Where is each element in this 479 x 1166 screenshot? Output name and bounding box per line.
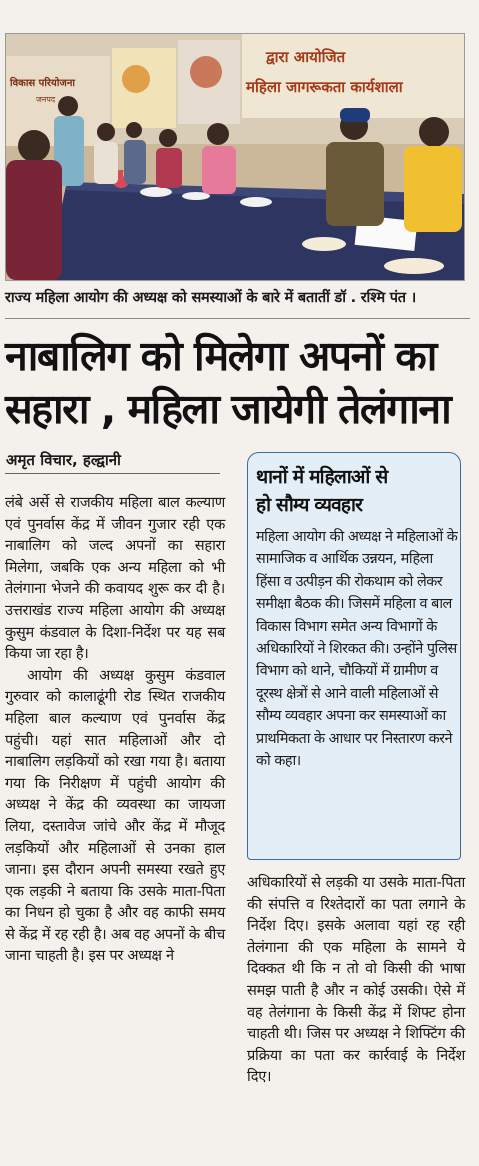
byline-divider (5, 473, 220, 474)
headline-line-1: नाबालिग को मिलेगा अपनों का (5, 332, 436, 380)
photo-caption: राज्य महिला आयोग की अध्यक्ष को समस्याओं के बारे में बतातीं डॉ . रश्मि पंत । (5, 290, 417, 306)
news-photo (5, 33, 465, 281)
sidebar-heading (256, 463, 460, 519)
byline: अमृत विचार, हल्द्वानी (6, 451, 121, 469)
banner-right-text: द्वारा आयोजित (266, 48, 346, 66)
sidebar-heading-line-2: हो सौम्य व्यवहार (256, 494, 363, 516)
sidebar-body: महिला आयोग की अध्यक्ष ने महिलाओं के सामाजिक व आर्थिक उन्नयन, महिला हिंसा व उत्पीड़न की रोकथाम को लेकर समीक्षा बैठक की। जिसमें महिला व बाल विकास विभाग समेत अन्य विभागों के अधिकारियों ने शिरकत की। उन्होंने पुलिस विभाग को थाने, चौकियों में ग्रामीण व दूरस्थ क्षेत्रों से आने वाली महिलाओं से सौम्य व्यवहार अपना कर समस्याओं का प्राथमिकता के आधार पर निस्तारण करने को कहा। (256, 529, 458, 770)
caption-divider (5, 318, 470, 319)
banner-left-text-2: जनपद (36, 95, 56, 104)
article-column-1 (5, 492, 225, 967)
banner-left-text: विकास परियोजना (10, 78, 75, 89)
article-paragraph-3: अधिकारियों से लड़की या उसके माता-पिता की संपत्ति व रिश्तेदारों का पता लगाने के निर्देश दिए। इसके अलावा यहां रह रही तेलंगाना की एक महिला के सामने ये दिक्कत थी कि न तो वो किसी की भाषा समझ पाती है और न कोई उसकी। ऐसे में वह तेलंगाना के किसी केंद्र में शिफ्ट होना चाहती थी। जिस पर अध्यक्ष ने शिफ्टिंग की प्रक्रिया का पता कर कार्रवाई के निर्देश दिए। (247, 874, 465, 1086)
article-column-2 (247, 872, 465, 1088)
article-paragraph-2: आयोग की अध्यक्ष कुसुम कंडवाल गुरुवार को कालाढूंगी रोड स्थित राजकीय महिला बाल कल्याण एवं पुनर्वास केंद्र पहुंची। यहां सात महिलाओं और दो नाबालिग लड़कियों को रखा गया है। बताया गया कि निरीक्षण में पहुंची आयोग की अध्यक्ष ने केंद्र की व्यवस्था का जायजा लिया, दस्तावेज जांचे और केंद्र में मौजूद लड़कियों और महिलाओं से उनका हाल जाना। इस दौरान अपनी समस्या रखते हुए एक लड़की ने बताया कि उसके माता-पिता का निधन हो चुका है और वह काफी समय से केंद्र में रह रही है। अब वह अपनों के बीच जाना चाहती है। इस पर अध्यक्ष ने (5, 666, 225, 965)
banner-right-text-2: महिला जागरूकता कार्यशाला (246, 78, 403, 96)
sidebar-heading-line-1: थानों में महिलाओं से (256, 466, 388, 488)
headline (5, 330, 475, 436)
article-paragraph-1: लंबे अर्से से राजकीय महिला बाल कल्याण एवं पुनर्वास केंद्र में जीवन गुजार रही एक नाबालिग को जल्द अपनों का सहारा मिलेगा, जबकि एक अन्य महिला को भी तेलंगाना भेजने की कवायद शुरू कर दी है। उत्तराखंड राज्य महिला आयोग की अध्यक्ष कुसुम कंडवाल के दिशा-निर्देश पर यह सब किया जा रहा है। (5, 494, 225, 663)
sidebar-box (247, 452, 461, 860)
headline-line-2: सहारा , महिला जायेगी तेलंगाना (5, 385, 451, 433)
